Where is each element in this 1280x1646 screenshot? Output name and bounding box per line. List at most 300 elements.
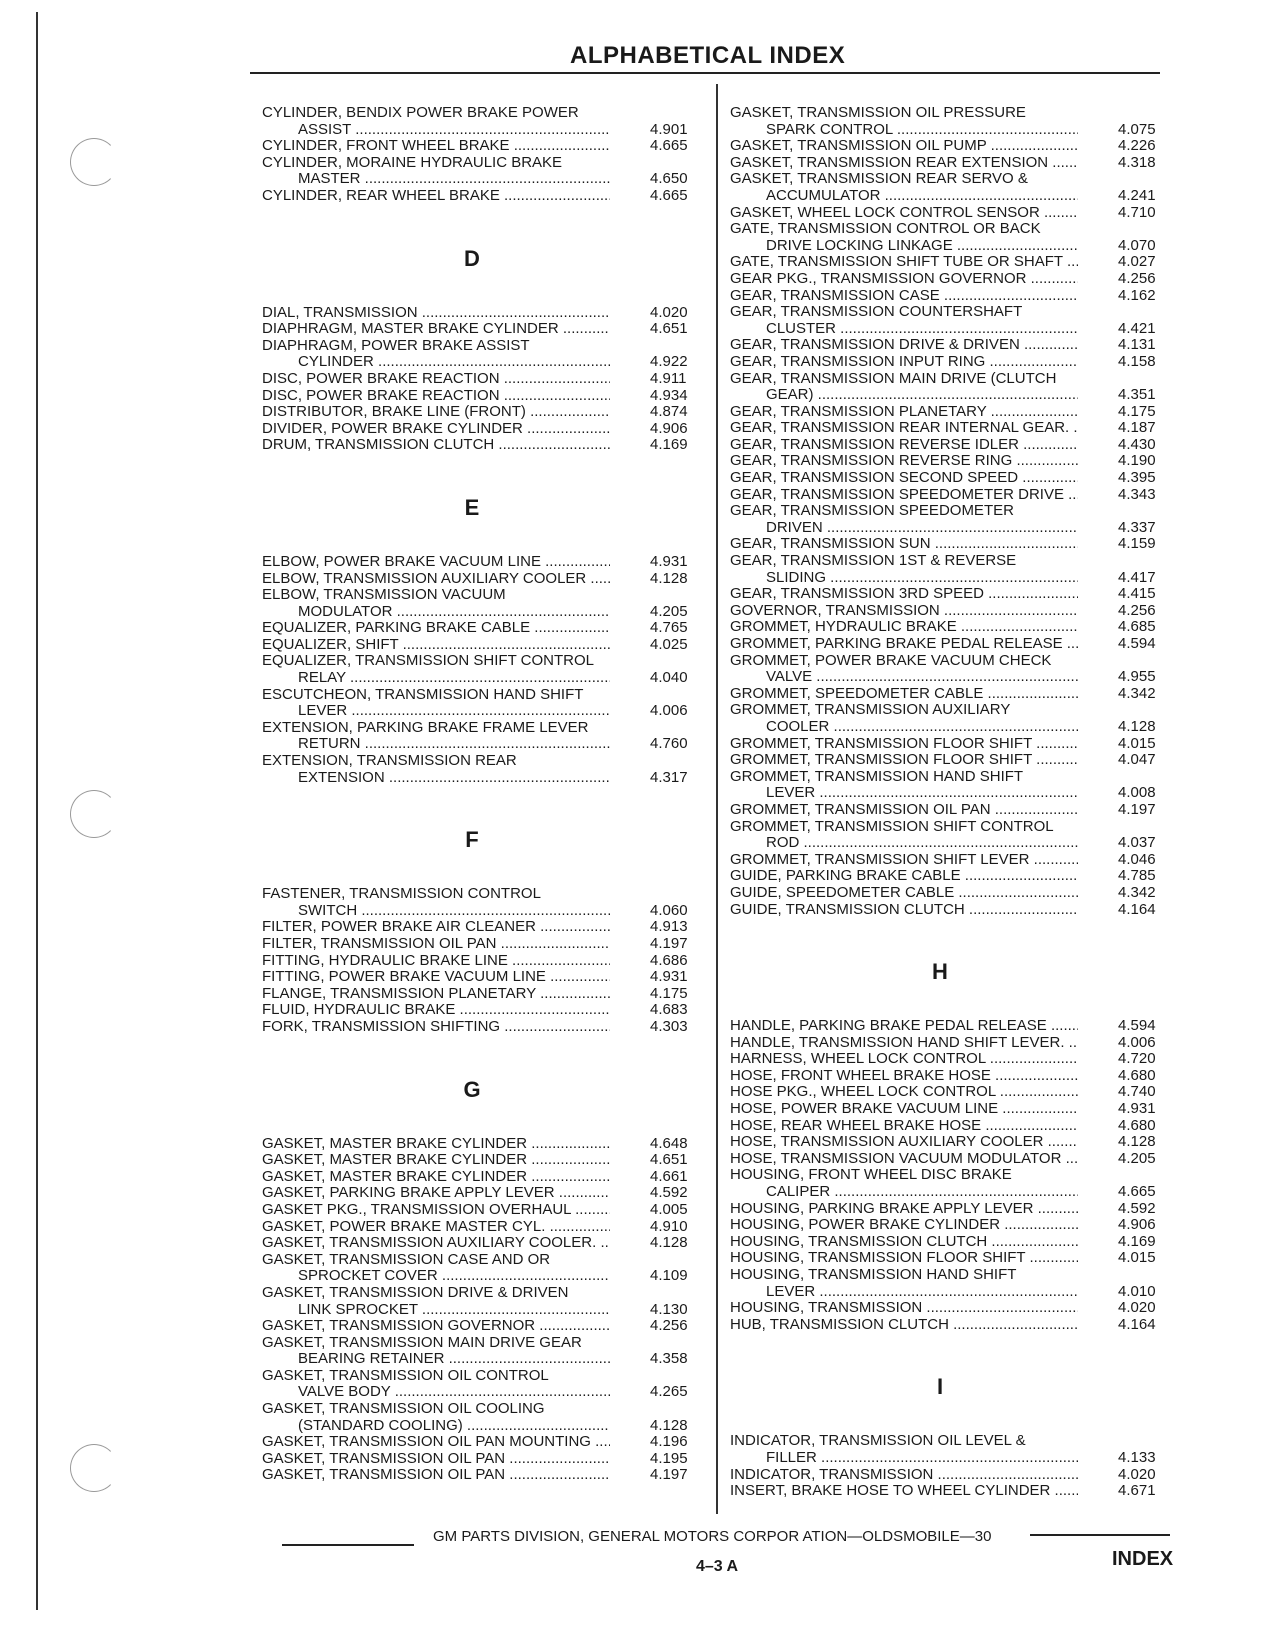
entry-name: VALVE BODY ..... xyxy=(262,1384,610,1401)
entry-name: FITTING, POWER BRAKE VACUUM LINE ..... xyxy=(262,969,610,986)
index-entry xyxy=(730,885,1178,902)
entry-page-number: 4.197 xyxy=(1118,800,1156,818)
entry-name: HOUSING, TRANSMISSION CLUTCH ..... xyxy=(730,1234,1078,1251)
entry-name: EQUALIZER, SHIFT ..... xyxy=(262,637,610,654)
index-entry xyxy=(730,619,1178,636)
entry-page-number: 4.922 xyxy=(650,353,688,371)
index-entry xyxy=(262,437,710,454)
entry-page-number: 4.109 xyxy=(650,1267,688,1285)
entry-name: VALVE ..... xyxy=(730,669,1078,686)
entry-page-number: 4.594 xyxy=(1118,635,1156,652)
entry-page-number: 4.241 xyxy=(1118,186,1156,204)
punch-hole xyxy=(70,790,118,838)
entry-page-number: 4.680 xyxy=(1118,1116,1156,1134)
index-entry xyxy=(730,1084,1178,1101)
entry-name: LINK SPROCKET ..... xyxy=(262,1302,610,1319)
entry-page-number: 4.931 xyxy=(650,552,688,570)
entry-page-number: 4.047 xyxy=(1118,751,1156,769)
section-spacer xyxy=(730,1399,1178,1433)
entry-name: GEAR) ..... xyxy=(730,387,1078,404)
index-entry xyxy=(262,1235,710,1252)
index-column-right xyxy=(730,105,1178,1500)
entry-page-number: 4.226 xyxy=(1118,137,1156,155)
section-letter: F xyxy=(465,827,479,853)
index-entry xyxy=(730,636,1178,653)
column-divider xyxy=(716,84,718,1514)
entry-page-number: 4.037 xyxy=(1118,834,1156,852)
entry-name: GEAR, TRANSMISSION SPEEDOMETER DRIVE ..... xyxy=(730,487,1078,504)
section-spacer xyxy=(262,1102,710,1136)
page-title: ALPHABETICAL INDEX xyxy=(570,42,846,69)
entry-name: GASKET, POWER BRAKE MASTER CYL. ..... xyxy=(262,1219,610,1236)
index-entry xyxy=(262,886,710,919)
entry-name: GROMMET, TRANSMISSION HAND SHIFT xyxy=(730,768,1024,785)
entry-page-number: 4.128 xyxy=(650,1234,688,1252)
index-entry xyxy=(730,337,1178,354)
footer-rule-right xyxy=(1030,1534,1170,1536)
entry-page-number: 4.594 xyxy=(1118,1017,1156,1035)
entry-name: CLUSTER ..... xyxy=(730,321,1078,338)
entry-name: DISC, POWER BRAKE REACTION ..... xyxy=(262,371,610,388)
entry-name: EXTENSION, TRANSMISSION REAR xyxy=(262,753,517,770)
entry-page-number: 4.651 xyxy=(650,320,688,338)
entry-page-number: 4.683 xyxy=(650,1001,688,1019)
entry-page-number: 4.317 xyxy=(650,768,688,786)
entry-name: DRIVEN ..... xyxy=(730,520,1078,537)
entry-name: ELBOW, POWER BRAKE VACUUM LINE ..... xyxy=(262,554,610,571)
entry-name: DIAPHRAGM, POWER BRAKE ASSIST xyxy=(262,337,530,354)
entry-name: GASKET, TRANSMISSION REAR SERVO & xyxy=(730,171,1028,188)
index-entry xyxy=(730,1267,1178,1300)
index-entry xyxy=(730,769,1178,802)
entry-page-number: 4.318 xyxy=(1118,153,1156,171)
entry-page-number: 4.650 xyxy=(650,170,688,188)
entry-page-number: 4.665 xyxy=(650,186,688,204)
entry-page-number: 4.740 xyxy=(1118,1083,1156,1101)
entry-page-number: 4.159 xyxy=(1118,535,1156,553)
entry-name: GASKET, TRANSMISSION OIL PUMP ..... xyxy=(730,138,1078,155)
index-entry xyxy=(262,421,710,438)
entry-page-number: 4.934 xyxy=(650,386,688,404)
index-entry xyxy=(262,753,710,786)
index-entry xyxy=(730,503,1178,536)
entry-page-number: 4.128 xyxy=(650,569,688,587)
index-entry xyxy=(730,1118,1178,1135)
index-entry xyxy=(730,553,1178,586)
entry-page-number: 4.070 xyxy=(1118,236,1156,254)
index-entry xyxy=(262,1252,710,1285)
index-entry xyxy=(262,720,710,753)
index-entry xyxy=(262,620,710,637)
entry-name: SWITCH ..... xyxy=(262,903,610,920)
index-entry xyxy=(262,1019,710,1036)
entry-name: CALIPER ..... xyxy=(730,1184,1078,1201)
section-letter: E xyxy=(464,494,480,520)
entry-page-number: 4.421 xyxy=(1118,319,1156,337)
index-entry xyxy=(730,1101,1178,1118)
entry-page-number: 4.913 xyxy=(650,918,688,936)
punch-hole xyxy=(70,138,118,186)
entry-name: GEAR, TRANSMISSION DRIVE & DRIVEN ..... xyxy=(730,337,1078,354)
entry-page-number: 4.197 xyxy=(650,935,688,952)
index-entry xyxy=(730,404,1178,421)
entry-name: FITTING, HYDRAULIC BRAKE LINE ..... xyxy=(262,953,610,970)
entry-name: GUIDE, PARKING BRAKE CABLE ..... xyxy=(730,868,1078,885)
index-entry xyxy=(262,1169,710,1186)
index-entry xyxy=(262,1136,710,1153)
entry-name: CYLINDER, REAR WHEEL BRAKE ..... xyxy=(262,188,610,205)
entry-page-number: 4.133 xyxy=(1118,1448,1156,1466)
entry-name: INSERT, BRAKE HOSE TO WHEEL CYLINDER ..... xyxy=(730,1483,1078,1500)
entry-name: (STANDARD COOLING) ..... xyxy=(262,1418,610,1435)
entry-name: EQUALIZER, PARKING BRAKE CABLE ..... xyxy=(262,620,610,637)
entry-name: GUIDE, SPEEDOMETER CABLE ..... xyxy=(730,885,1078,902)
entry-name: GASKET, TRANSMISSION OIL PAN ..... xyxy=(262,1451,610,1468)
entry-name: ELBOW, TRANSMISSION AUXILIARY COOLER ..... xyxy=(262,571,610,588)
entry-page-number: 4.205 xyxy=(650,602,688,620)
entry-page-number: 4.060 xyxy=(650,901,688,919)
index-entry xyxy=(262,321,710,338)
entry-name: GEAR, TRANSMISSION REVERSE RING ..... xyxy=(730,453,1078,470)
entry-name: ACCUMULATOR ..... xyxy=(730,188,1078,205)
entry-name: GEAR, TRANSMISSION REAR INTERNAL GEAR. ..... xyxy=(730,420,1078,437)
entry-name: DIAPHRAGM, MASTER BRAKE CYLINDER ..... xyxy=(262,321,610,338)
index-entry xyxy=(730,686,1178,703)
index-entry xyxy=(730,852,1178,869)
entry-page-number: 4.075 xyxy=(1118,120,1156,138)
index-entry xyxy=(730,437,1178,454)
index-entry xyxy=(262,936,710,953)
entry-name: GEAR, TRANSMISSION SPEEDOMETER xyxy=(730,503,1014,520)
entry-name: GASKET, TRANSMISSION OIL COOLING xyxy=(262,1401,545,1418)
section-letter: I xyxy=(936,1374,944,1400)
entry-page-number: 4.265 xyxy=(650,1383,688,1401)
entry-page-number: 4.010 xyxy=(1118,1282,1156,1300)
index-entry xyxy=(730,1018,1178,1035)
entry-name: HOUSING, POWER BRAKE CYLINDER ..... xyxy=(730,1217,1078,1234)
entry-name: GEAR, TRANSMISSION MAIN DRIVE (CLUTCH xyxy=(730,370,1057,387)
entry-page-number: 4.430 xyxy=(1118,435,1156,453)
entry-page-number: 4.592 xyxy=(1118,1199,1156,1217)
entry-name: HOUSING, TRANSMISSION HAND SHIFT xyxy=(730,1267,1017,1283)
entry-page-number: 4.651 xyxy=(650,1151,688,1169)
entry-page-number: 4.911 xyxy=(650,369,687,387)
entry-name: GEAR, TRANSMISSION REVERSE IDLER ..... xyxy=(730,437,1078,454)
index-entry xyxy=(262,919,710,936)
index-entry xyxy=(730,271,1178,288)
entry-page-number: 4.169 xyxy=(650,436,688,454)
entry-page-number: 4.256 xyxy=(1118,269,1156,287)
entry-name: GEAR, TRANSMISSION 3RD SPEED ..... xyxy=(730,586,1078,603)
entry-name: SPROCKET COVER ..... xyxy=(262,1268,610,1285)
entry-name: HOSE PKG., WHEEL LOCK CONTROL ..... xyxy=(730,1084,1078,1101)
entry-name: ELBOW, TRANSMISSION VACUUM xyxy=(262,587,506,604)
entry-name: GROMMET, TRANSMISSION AUXILIARY xyxy=(730,702,1011,719)
entry-page-number: 4.910 xyxy=(650,1217,688,1235)
entry-page-number: 4.128 xyxy=(650,1416,688,1434)
index-entry xyxy=(262,969,710,986)
entry-name: GROMMET, TRANSMISSION FLOOR SHIFT ..... xyxy=(730,736,1078,753)
entry-name: HANDLE, PARKING BRAKE PEDAL RELEASE ..... xyxy=(730,1018,1078,1035)
entry-name: CYLINDER, MORAINE HYDRAULIC BRAKE xyxy=(262,154,563,171)
entry-page-number: 4.337 xyxy=(1118,518,1156,536)
section-spacer xyxy=(730,1333,1178,1375)
index-entry xyxy=(730,1151,1178,1168)
entry-page-number: 4.417 xyxy=(1118,568,1156,586)
entry-name: GASKET, MASTER BRAKE CYLINDER ..... xyxy=(262,1136,610,1153)
entry-name: CYLINDER, FRONT WHEEL BRAKE ..... xyxy=(262,138,610,155)
entry-page-number: 4.020 xyxy=(650,303,688,321)
entry-page-number: 4.187 xyxy=(1118,419,1156,437)
index-entry xyxy=(730,205,1178,222)
entry-name: GASKET, TRANSMISSION REAR EXTENSION ..... xyxy=(730,155,1078,172)
entry-name: LEVER ..... xyxy=(730,1284,1078,1301)
entry-page-number: 4.256 xyxy=(1118,601,1156,619)
index-entry xyxy=(262,953,710,970)
entry-name: DISC, POWER BRAKE REACTION ..... xyxy=(262,388,610,405)
index-entry xyxy=(262,371,710,388)
entry-name: DRIVE LOCKING LINKAGE ..... xyxy=(730,238,1078,255)
entry-name: HARNESS, WHEEL LOCK CONTROL ..... xyxy=(730,1051,1078,1068)
entry-name: DIVIDER, POWER BRAKE CYLINDER ..... xyxy=(262,421,610,438)
entry-name: FILTER, POWER BRAKE AIR CLEANER ..... xyxy=(262,919,610,936)
entry-page-number: 4.648 xyxy=(650,1134,688,1152)
entry-page-number: 4.158 xyxy=(1118,352,1156,370)
section-spacer xyxy=(262,520,710,554)
entry-page-number: 4.190 xyxy=(1118,452,1156,470)
entry-page-number: 4.931 xyxy=(650,968,688,986)
entry-page-number: 4.169 xyxy=(1118,1232,1156,1250)
index-entry xyxy=(730,304,1178,337)
entry-page-number: 4.025 xyxy=(650,635,688,653)
index-entry xyxy=(730,603,1178,620)
entry-name: GEAR, TRANSMISSION SUN ..... xyxy=(730,536,1078,553)
index-entry xyxy=(262,188,710,205)
entry-name: EXTENSION ..... xyxy=(262,770,610,787)
entry-name: HOSE, FRONT WHEEL BRAKE HOSE ..... xyxy=(730,1068,1078,1085)
entry-name: FORK, TRANSMISSION SHIFTING ..... xyxy=(262,1019,610,1036)
index-entry xyxy=(730,470,1178,487)
index-entry xyxy=(730,736,1178,753)
index-entry xyxy=(730,868,1178,885)
entry-page-number: 4.303 xyxy=(650,1017,688,1035)
entry-name: FLANGE, TRANSMISSION PLANETARY ..... xyxy=(262,986,610,1003)
entry-name: INDICATOR, TRANSMISSION ..... xyxy=(730,1467,1078,1484)
index-entry xyxy=(262,1335,710,1368)
index-entry xyxy=(730,1317,1178,1334)
index-entry xyxy=(730,1068,1178,1085)
entry-name: GEAR, TRANSMISSION INPUT RING ..... xyxy=(730,354,1078,371)
index-entry xyxy=(730,1167,1178,1200)
entry-name: GATE, TRANSMISSION SHIFT TUBE OR SHAFT ..... xyxy=(730,254,1078,271)
entry-page-number: 4.027 xyxy=(1118,253,1156,271)
index-entry xyxy=(262,105,710,138)
index-entry xyxy=(730,1134,1178,1151)
index-entry xyxy=(730,1250,1178,1267)
index-entry xyxy=(262,138,710,155)
entry-name: HOSE, POWER BRAKE VACUUM LINE ..... xyxy=(730,1101,1078,1118)
entry-name: GASKET, TRANSMISSION OIL PAN ..... xyxy=(262,1467,610,1484)
entry-name: GASKET, TRANSMISSION DRIVE & DRIVEN xyxy=(262,1284,569,1301)
index-entry xyxy=(262,1467,710,1484)
entry-page-number: 4.680 xyxy=(1118,1066,1156,1084)
section-spacer xyxy=(262,852,710,886)
entry-name: FILTER, TRANSMISSION OIL PAN ..... xyxy=(262,936,610,953)
index-entry xyxy=(262,637,710,654)
section-letter: D xyxy=(464,245,480,271)
index-entry xyxy=(262,305,710,322)
index-entry xyxy=(730,288,1178,305)
entry-name: DRUM, TRANSMISSION CLUTCH ..... xyxy=(262,437,610,454)
index-entry xyxy=(730,221,1178,254)
index-entry xyxy=(730,1035,1178,1052)
entry-page-number: 4.415 xyxy=(1118,585,1156,603)
entry-page-number: 4.720 xyxy=(1118,1050,1156,1068)
entry-page-number: 4.162 xyxy=(1118,286,1156,304)
entry-name: GASKET, TRANSMISSION CASE AND OR xyxy=(262,1251,551,1268)
index-entry xyxy=(262,653,710,686)
entry-page-number: 4.710 xyxy=(1118,203,1156,221)
entry-page-number: 4.046 xyxy=(1118,850,1156,868)
entry-name: HOSE, TRANSMISSION VACUUM MODULATOR ..... xyxy=(730,1151,1078,1168)
entry-page-number: 4.661 xyxy=(650,1167,688,1185)
entry-page-number: 4.931 xyxy=(1118,1100,1156,1118)
entry-page-number: 4.040 xyxy=(650,669,688,687)
entry-page-number: 4.008 xyxy=(1118,784,1156,802)
index-entry xyxy=(730,752,1178,769)
index-entry xyxy=(262,986,710,1003)
index-entry xyxy=(730,1467,1178,1484)
entry-page-number: 4.765 xyxy=(650,619,688,637)
entry-name: GEAR, TRANSMISSION SECOND SPEED ..... xyxy=(730,470,1078,487)
index-entry xyxy=(262,1202,710,1219)
index-entry xyxy=(730,155,1178,172)
entry-page-number: 4.205 xyxy=(1118,1149,1156,1167)
entry-name: INDICATOR, TRANSMISSION OIL LEVEL & xyxy=(730,1433,1026,1450)
index-entry xyxy=(730,254,1178,271)
index-entry xyxy=(730,1201,1178,1218)
entry-name: GROMMET, PARKING BRAKE PEDAL RELEASE ..... xyxy=(730,636,1078,653)
entry-page-number: 4.197 xyxy=(650,1466,688,1484)
entry-name: GROMMET, HYDRAULIC BRAKE ..... xyxy=(730,619,1078,636)
entry-name: GOVERNOR, TRANSMISSION ..... xyxy=(730,603,1078,620)
index-entry xyxy=(730,653,1178,686)
entry-name: GROMMET, SPEEDOMETER CABLE ..... xyxy=(730,686,1078,703)
index-entry xyxy=(262,687,710,720)
index-entry xyxy=(262,554,710,571)
section-spacer xyxy=(262,271,710,305)
entry-name: GROMMET, TRANSMISSION OIL PAN ..... xyxy=(730,802,1078,819)
index-entry xyxy=(730,1483,1178,1500)
section-spacer xyxy=(262,454,710,496)
entry-name: GASKET, TRANSMISSION OIL PRESSURE xyxy=(730,105,1026,121)
entry-name: GEAR, TRANSMISSION 1ST & REVERSE xyxy=(730,553,1017,570)
entry-name: GEAR PKG., TRANSMISSION GOVERNOR ..... xyxy=(730,271,1078,288)
index-entry xyxy=(262,1451,710,1468)
entry-name: COOLER ..... xyxy=(730,719,1078,736)
index-entry xyxy=(730,453,1178,470)
entry-name: HOUSING, TRANSMISSION ..... xyxy=(730,1300,1078,1317)
section-letter: G xyxy=(463,1076,481,1102)
entry-name: GEAR, TRANSMISSION CASE ..... xyxy=(730,288,1078,305)
index-entry xyxy=(262,1368,710,1401)
index-entry xyxy=(730,819,1178,852)
entry-name: GASKET, TRANSMISSION MAIN DRIVE GEAR xyxy=(262,1334,582,1351)
entry-page-number: 4.665 xyxy=(650,137,688,155)
index-entry xyxy=(730,536,1178,553)
entry-page-number: 4.343 xyxy=(1118,485,1156,503)
entry-name: GASKET, TRANSMISSION OIL PAN MOUNTING ..... xyxy=(262,1434,610,1451)
index-entry xyxy=(262,404,710,421)
entry-name: ASSIST ..... xyxy=(262,122,610,139)
entry-name: MASTER ..... xyxy=(262,171,610,188)
index-entry xyxy=(730,586,1178,603)
entry-name: RETURN ..... xyxy=(262,736,610,753)
index-entry xyxy=(730,171,1178,204)
index-entry xyxy=(262,1002,710,1019)
entry-name: GROMMET, POWER BRAKE VACUUM CHECK xyxy=(730,652,1052,669)
index-entry xyxy=(262,1318,710,1335)
index-entry xyxy=(730,802,1178,819)
section-spacer xyxy=(262,786,710,828)
entry-page-number: 4.342 xyxy=(1118,883,1156,901)
entry-name: GEAR, TRANSMISSION PLANETARY ..... xyxy=(730,404,1078,421)
index-entry xyxy=(730,420,1178,437)
index-entry xyxy=(262,587,710,620)
entry-page-number: 4.130 xyxy=(650,1300,688,1318)
entry-name: FASTENER, TRANSMISSION CONTROL xyxy=(262,886,541,903)
entry-page-number: 4.665 xyxy=(1118,1183,1156,1201)
entry-name: GUIDE, TRANSMISSION CLUTCH ..... xyxy=(730,902,1078,919)
index-entry xyxy=(730,1217,1178,1234)
section-spacer xyxy=(730,918,1178,960)
entry-page-number: 4.592 xyxy=(650,1184,688,1202)
entry-name: GROMMET, TRANSMISSION SHIFT CONTROL xyxy=(730,818,1054,835)
entry-name: DISTRIBUTOR, BRAKE LINE (FRONT) ..... xyxy=(262,404,610,421)
entry-page-number: 4.164 xyxy=(1118,900,1156,918)
index-entry xyxy=(730,1300,1178,1317)
title-rule xyxy=(250,72,1160,74)
entry-page-number: 4.015 xyxy=(1118,1249,1156,1267)
entry-page-number: 4.196 xyxy=(650,1433,688,1451)
entry-page-number: 4.005 xyxy=(650,1200,688,1218)
entry-page-number: 4.906 xyxy=(1118,1216,1156,1234)
index-entry xyxy=(730,487,1178,504)
entry-name: SLIDING ..... xyxy=(730,570,1078,587)
entry-name: SPARK CONTROL ..... xyxy=(730,122,1078,139)
entry-name: LEVER ..... xyxy=(730,785,1078,802)
entry-page-number: 4.686 xyxy=(650,951,688,969)
entry-name: RELAY ..... xyxy=(262,670,610,687)
index-entry xyxy=(262,1401,710,1434)
entry-name: GROMMET, TRANSMISSION SHIFT LEVER ..... xyxy=(730,852,1078,869)
entry-name: GATE, TRANSMISSION CONTROL OR BACK xyxy=(730,221,1041,238)
entry-name: LEVER ..... xyxy=(262,703,610,720)
entry-page-number: 4.131 xyxy=(1118,336,1156,354)
entry-name: GASKET, WHEEL LOCK CONTROL SENSOR ..... xyxy=(730,205,1078,222)
entry-name: GASKET, TRANSMISSION OIL CONTROL xyxy=(262,1367,549,1384)
section-spacer xyxy=(262,205,710,247)
entry-page-number: 4.015 xyxy=(1118,734,1156,752)
entry-page-number: 4.195 xyxy=(650,1449,688,1467)
entry-name: GASKET, MASTER BRAKE CYLINDER ..... xyxy=(262,1152,610,1169)
entry-name: CYLINDER ..... xyxy=(262,354,610,371)
entry-page-number: 4.351 xyxy=(1118,386,1156,404)
entry-name: EXTENSION, PARKING BRAKE FRAME LEVER xyxy=(262,719,589,736)
entry-page-number: 4.020 xyxy=(1118,1299,1156,1317)
footer-rule-left xyxy=(282,1544,414,1546)
index-entry xyxy=(730,1051,1178,1068)
